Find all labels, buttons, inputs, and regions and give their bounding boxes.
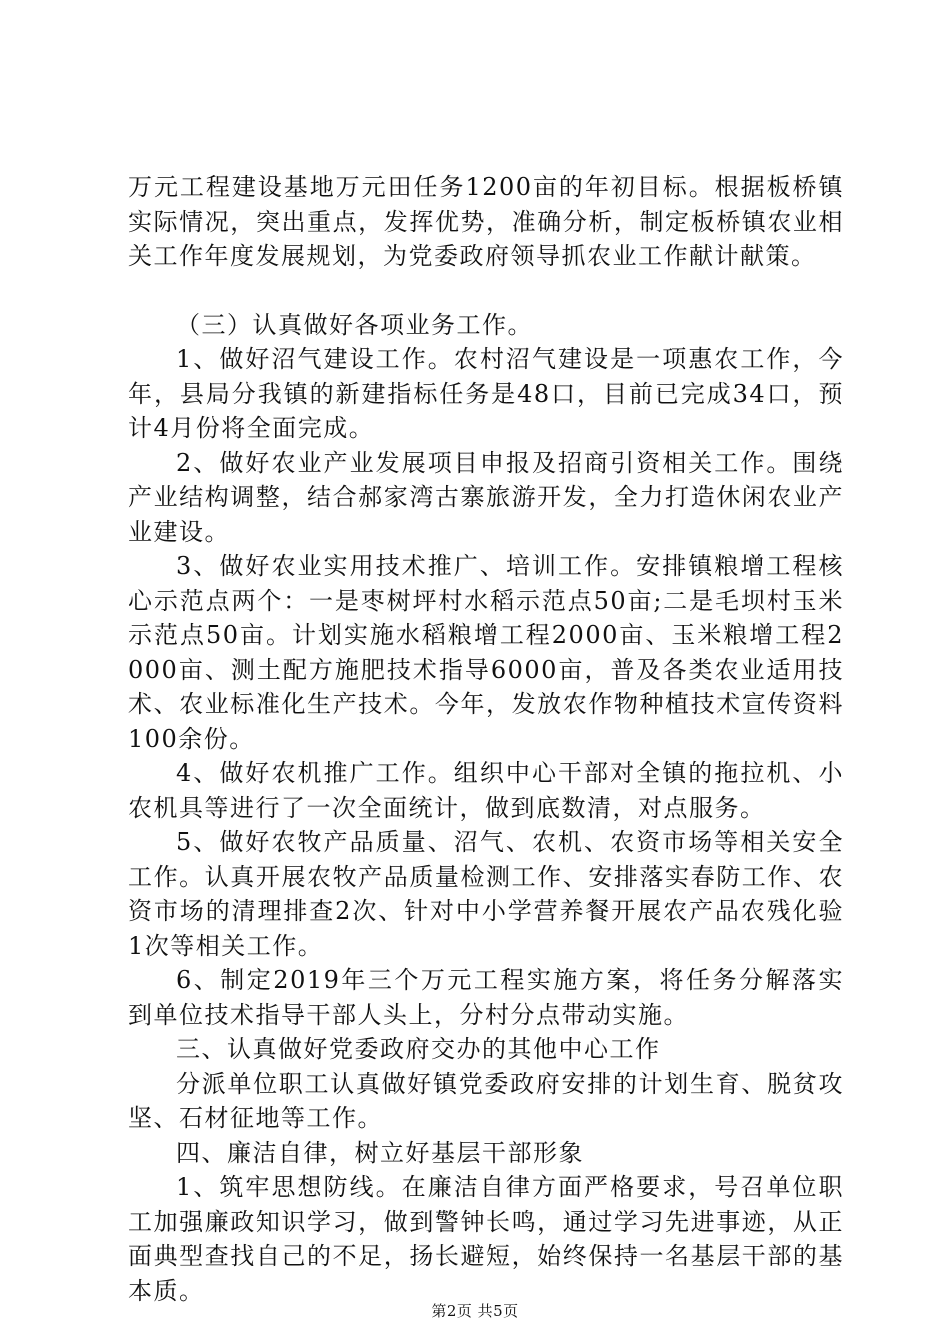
document-body: [128, 170, 844, 1308]
paragraph-implementation-plan: 6、制定2019年三个万元工程实施方案，将任务分解落实到单位技术指导干部人头上，分村分点带动实施。: [128, 966, 844, 1029]
page-footer: 第2页 共5页: [431, 1302, 519, 1320]
section-heading-business-work: （三）认真做好各项业务工作。: [176, 310, 533, 339]
section-heading-integrity: 四、廉洁自律，树立好基层干部形象: [176, 1138, 584, 1167]
paragraph-product-safety: 5、做好农牧产品质量、沼气、农机、农资市场等相关安全工作。认真开展农牧产品质量检测工作、安排落实春防工作、农资市场的清理排查2次、针对中小学营养餐开展农产品农残化验1次等相关工作。: [128, 828, 844, 960]
paragraph-agri-machinery: 4、做好农机推广工作。组织中心干部对全镇的拖拉机、小农机具等进行了一次全面统计，做到底数清，对点服务。: [128, 759, 844, 822]
paragraph-technology-training: 3、做好农业实用技术推广、培训工作。安排镇粮增工程核心示范点两个：一是枣树坪村水稻示范点50亩;二是毛坝村玉米示范点50亩。计划实施水稻粮增工程2000亩、玉米粮增工程2000亩、测土配方施肥技术指导6000亩，普及各类农业适用技术、农业标准化生产技术。今年，发放农作物种植技术宣传资料100余份。: [128, 552, 844, 753]
paragraph-biogas: 1、做好沼气建设工作。农村沼气建设是一项惠农工作，今年，县局分我镇的新建指标任务是48口，目前已完成34口，预计4月份将全面完成。: [128, 345, 844, 442]
paragraph-center-work: 分派单位职工认真做好镇党委政府安排的计划生育、脱贫攻坚、石材征地等工作。: [128, 1069, 844, 1132]
paragraph-ideological-defense: 1、筑牢思想防线。在廉洁自律方面严格要求，号召单位职工加强廉政知识学习，做到警钟长鸣，通过学习先进事迹，从正面典型查找自己的不足，扬长避短，始终保持一名基层干部的基本质。: [128, 1173, 844, 1305]
paragraph-continuation: 万元工程建设基地万元田任务1200亩的年初目标。根据板桥镇实际情况，突出重点，发挥优势，准确分析，制定板桥镇农业相关工作年度发展规划，为党委政府领导抓农业工作献计献策。: [128, 173, 844, 270]
section-heading-center-work: 三、认真做好党委政府交办的其他中心工作: [176, 1035, 661, 1063]
paragraph-industry-projects: 2、做好农业产业发展项目申报及招商引资相关工作。围绕产业结构调整，结合郝家湾古寨旅游开发，全力打造休闲农业产业建设。: [128, 448, 844, 546]
